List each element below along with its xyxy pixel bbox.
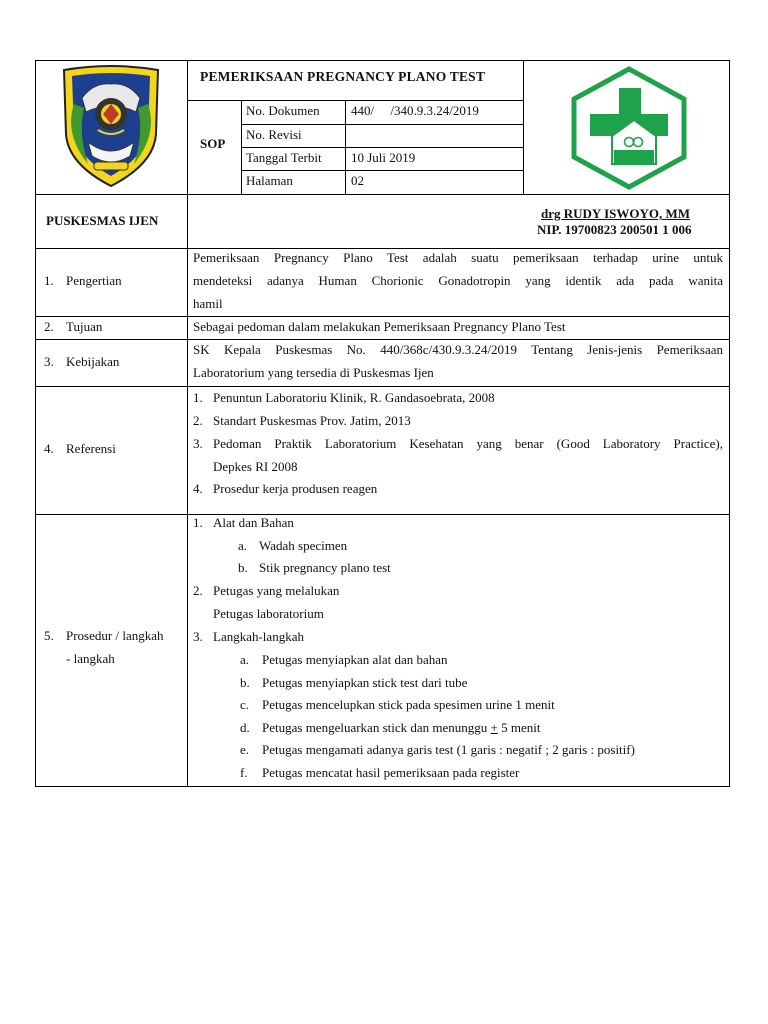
- step-number: 2.: [193, 583, 203, 598]
- signer-nip: NIP. 19700823 200501 1 006: [537, 222, 692, 237]
- row-divider: [35, 514, 730, 515]
- plus-minus-sign: +: [490, 720, 498, 735]
- issue-date-value: 10 Juli 2019: [351, 150, 416, 165]
- puskesmas-logo: [568, 66, 690, 190]
- reference-item: Penuntun Laboratoriu Klinik, R. Gandasoebrata, 2008: [213, 390, 495, 405]
- substep-text: Petugas mencatat hasil pemeriksaan pada register: [262, 765, 520, 780]
- row-divider: [241, 147, 524, 148]
- row-divider: [35, 194, 730, 195]
- substep-text: Petugas menyiapkan stick test dari tube: [262, 675, 468, 690]
- revision-label: No. Revisi: [246, 127, 302, 142]
- definition-line: hamil: [193, 296, 223, 311]
- step-title: Langkah-langkah: [213, 629, 304, 644]
- row-divider: [35, 248, 730, 249]
- reference-item-continuation: Depkes RI 2008: [213, 459, 298, 474]
- doc-number-label: No. Dokumen: [246, 103, 320, 118]
- table-border: [35, 60, 36, 787]
- section-title-prosedur: Prosedur / langkah: [66, 628, 164, 643]
- step-title: Alat dan Bahan: [213, 515, 294, 530]
- section-number: 5.: [44, 628, 54, 643]
- section-title-pengertian: Pengertian: [66, 273, 122, 288]
- section-title-referensi: Referensi: [66, 441, 116, 456]
- section-number: 2.: [44, 319, 54, 334]
- substep-text: Petugas mengamati adanya garis test (1 garis : negatif ; 2 garis : positif): [262, 742, 635, 757]
- table-border: [35, 60, 730, 61]
- issue-date-label: Tanggal Terbit: [246, 150, 322, 165]
- page-value: 02: [351, 173, 364, 188]
- substep-text: Petugas mencelupkan stick pada spesimen urine 1 menit: [262, 697, 555, 712]
- row-divider: [35, 339, 730, 340]
- substep-letter: b.: [238, 560, 248, 575]
- substep-text: Wadah specimen: [259, 538, 348, 553]
- doc-number-value: 440/ /340.9.3.24/2019: [351, 103, 479, 118]
- column-divider: [523, 60, 524, 194]
- reference-item: Pedoman Praktik Laboratorium Kesehatan yang benar (Good Laboratory Practice),: [213, 436, 723, 451]
- definition-line: mendeteksi adanya Human Chorionic Gonadotropin yang identik ada pada wanita: [193, 273, 723, 288]
- sop-label: SOP: [200, 136, 226, 151]
- reference-item: Standart Puskesmas Prov. Jatim, 2013: [213, 413, 411, 428]
- substep-letter: d.: [240, 720, 250, 735]
- regional-coat-of-arms-logo: [58, 64, 164, 190]
- step-continuation: Petugas laboratorium: [213, 606, 324, 621]
- document-title: PEMERIKSAAN PREGNANCY PLANO TEST: [200, 69, 486, 84]
- reference-item: Prosedur kerja produsen reagen: [213, 481, 378, 496]
- row-divider: [241, 124, 524, 125]
- substep-letter: e.: [240, 742, 250, 757]
- substep-letter: a.: [238, 538, 248, 553]
- substep-text-after: 5 menit: [497, 720, 541, 735]
- substep-text: Petugas menyiapkan alat dan bahan: [262, 652, 448, 667]
- reference-number: 1.: [193, 390, 203, 405]
- section-number: 3.: [44, 354, 54, 369]
- substep-letter: c.: [240, 697, 250, 712]
- purpose-text: Sebagai pedoman dalam melakukan Pemeriksaan Pregnancy Plano Test: [193, 319, 566, 334]
- row-divider: [187, 100, 524, 101]
- table-border: [35, 786, 730, 787]
- reference-number: 3.: [193, 436, 203, 451]
- organization-name: PUSKESMAS IJEN: [46, 213, 159, 228]
- row-divider: [35, 386, 730, 387]
- substep-text: Stik pregnancy plano test: [259, 560, 391, 575]
- definition-line: Pemeriksaan Pregnancy Plano Test adalah suatu pemeriksaan terhadap urine untuk: [193, 250, 723, 265]
- reference-number: 4.: [193, 481, 203, 496]
- substep-text-main: Petugas mengeluarkan stick dan menunggu: [262, 720, 491, 735]
- reference-number: 2.: [193, 413, 203, 428]
- row-divider: [35, 316, 730, 317]
- substep-letter: a.: [240, 652, 250, 667]
- column-divider: [187, 60, 188, 787]
- signer-name: drg RUDY ISWOYO, MM: [541, 206, 691, 221]
- section-title-tujuan: Tujuan: [66, 319, 103, 334]
- section-number: 4.: [44, 441, 54, 456]
- policy-line: SK Kepala Puskesmas No. 440/368c/430.9.3.24/2019 Tentang Jenis-jenis Pemeriksaan: [193, 342, 723, 357]
- step-number: 3.: [193, 629, 203, 644]
- row-divider: [241, 170, 524, 171]
- substep-letter: b.: [240, 675, 250, 690]
- section-title-prosedur-continuation: - langkah: [66, 651, 115, 666]
- substep-letter: f.: [240, 765, 248, 780]
- step-title: Petugas yang melalukan: [213, 583, 340, 598]
- policy-line: Laboratorium yang tersedia di Puskesmas Ijen: [193, 365, 434, 380]
- substep-text: [262, 720, 540, 736]
- table-border: [729, 60, 730, 787]
- page-label: Halaman: [246, 173, 293, 188]
- section-title-kebijakan: Kebijakan: [66, 354, 120, 369]
- step-number: 1.: [193, 515, 203, 530]
- section-number: 1.: [44, 273, 54, 288]
